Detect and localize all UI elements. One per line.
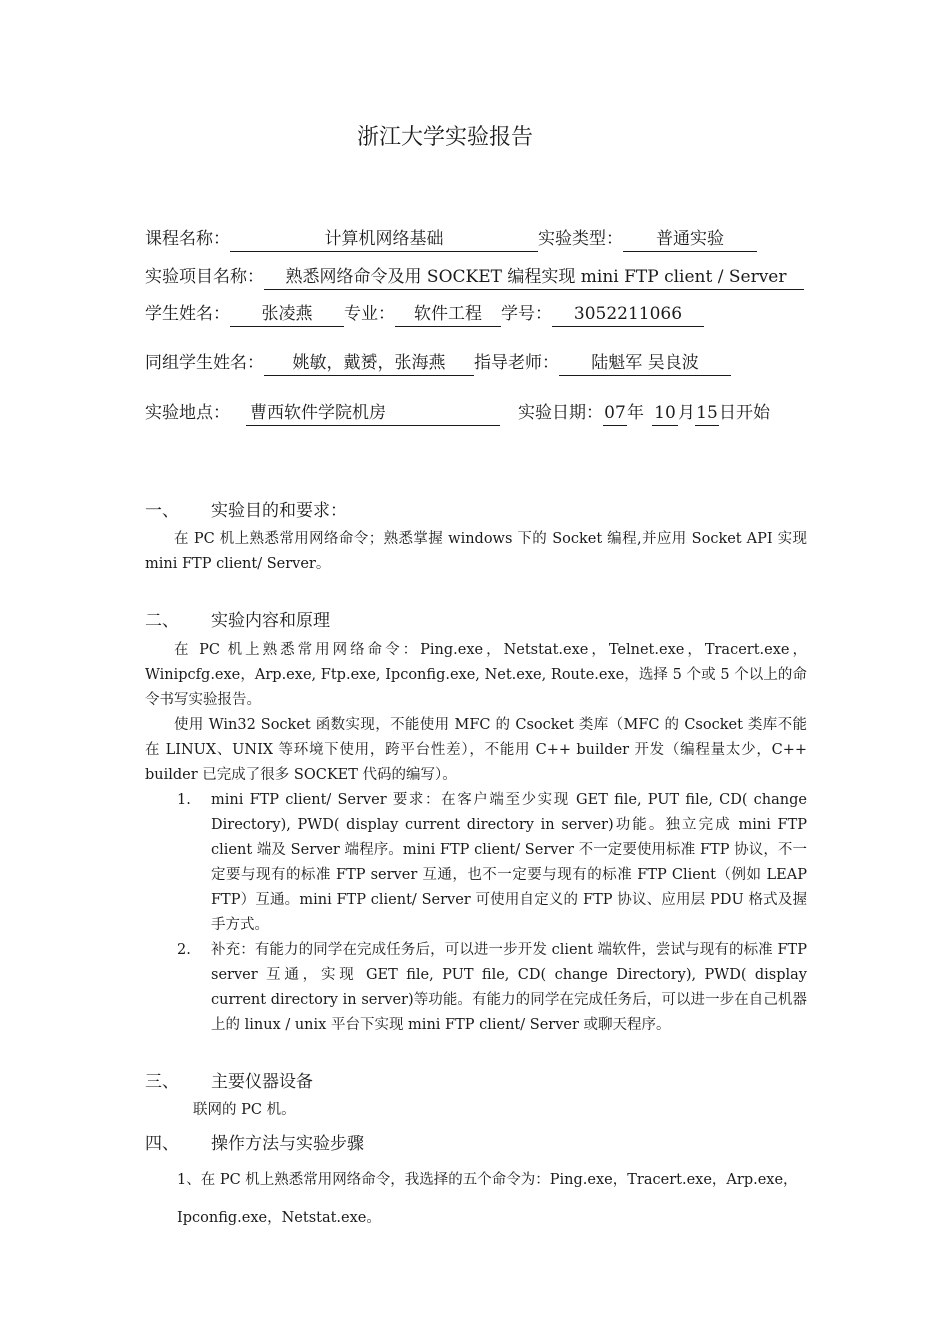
type-label: 实验类型： bbox=[538, 229, 623, 249]
teacher-names: 陆魁军 吴良波 bbox=[559, 351, 731, 376]
list-item-marker: 1. bbox=[177, 792, 191, 808]
location-label: 实验地点： bbox=[145, 403, 230, 423]
date-year-unit: 年 bbox=[627, 403, 644, 423]
type-value: 普通实验 bbox=[623, 227, 757, 252]
list-item-marker: 2. bbox=[177, 942, 191, 958]
student-name: 张凌燕 bbox=[230, 302, 344, 327]
date-label: 实验日期： bbox=[518, 403, 603, 423]
list-item-text: mini FTP client/ Server 要求：在客户端至少实现 GET file, PUT file, CD( change Directory), PWD( display current directory in server)功能。独立完成 mini FTP client 端及 Server 端程序。mini FTP client/ Server 不一定要使用标准 FTP 协议，不一定要与现有的标准 FTP server 互通，也不一定要与现有的标准 FTP Client（例如 LEAP FTP）互通。mini FTP client/ Server 可使用自定义的 FTP 协议、应用层 PDU 格式及握手方式。 bbox=[211, 792, 807, 933]
section-3-number: 三、 bbox=[145, 1072, 179, 1092]
group-label: 同组学生姓名： bbox=[145, 353, 264, 373]
section-1-number: 一、 bbox=[145, 501, 179, 521]
section-4-title: 操作方法与实验步骤 bbox=[211, 1134, 364, 1154]
section-2-title: 实验内容和原理 bbox=[211, 611, 330, 631]
date-month-unit: 月 bbox=[678, 403, 695, 423]
section-4-line-1: 1、在 PC 机上熟悉常用网络命令，我选择的五个命令为：Ping.exe，Tracert.exe，Arp.exe， bbox=[177, 1172, 798, 1188]
section-3-text: 联网的 PC 机。 bbox=[193, 1102, 296, 1118]
section-1-text: 在 PC 机上熟悉常用网络命令；熟悉掌握 windows 下的 Socket 编程,并应用 Socket API 实现 mini FTP client/ Server。 bbox=[145, 531, 807, 572]
date-day: 15 bbox=[695, 401, 719, 426]
section-3-title: 主要仪器设备 bbox=[211, 1072, 313, 1092]
list-item-text: 补充：有能力的同学在完成任务后，可以进一步开发 client 端软件，尝试与现有的标准 FTP server 互通，实现 GET file, PUT file, CD( change Directory), PWD( display current directory in server)等功能。有能力的同学在完成任务后，可以进一步在自己机器上的 linux / unix 平台下实现 mini FTP client/ Server 或聊天程序。 bbox=[211, 942, 808, 1033]
list-item bbox=[145, 938, 807, 1038]
section-3-heading bbox=[145, 1067, 313, 1092]
section-4-heading bbox=[145, 1129, 364, 1154]
section-1-heading bbox=[145, 496, 347, 521]
major-label: 专业： bbox=[344, 304, 395, 324]
date-year: 07 bbox=[603, 401, 627, 426]
group-row bbox=[145, 350, 731, 376]
list-item bbox=[145, 788, 807, 938]
date-day-unit: 日开始 bbox=[719, 403, 770, 423]
teacher-label: 指导老师： bbox=[474, 353, 559, 373]
section-2-number: 二、 bbox=[145, 611, 179, 631]
project-label: 实验项目名称： bbox=[145, 267, 264, 287]
location-row bbox=[145, 400, 770, 426]
course-row bbox=[145, 226, 757, 252]
section-2-paragraph-1: 在 PC 机上熟悉常用网络命令：Ping.exe，Netstat.exe，Telnet.exe，Tracert.exe，Winipcfg.exe，Arp.exe, Ftp.exe, Ipconfig.exe, Net.exe, Route.exe，选择 5 个或 5 个以上的命令书写实验报告。 bbox=[145, 642, 807, 708]
student-id-value: 3052211066 bbox=[552, 302, 704, 327]
course-label: 课程名称： bbox=[145, 229, 230, 249]
student-row bbox=[145, 301, 704, 327]
group-members: 姚敏，戴赟，张海燕 bbox=[264, 351, 474, 376]
date-month: 10 bbox=[652, 401, 678, 426]
student-id-label: 学号： bbox=[501, 304, 552, 324]
location-value: 曹西软件学院机房 bbox=[246, 401, 500, 426]
section-1-title: 实验目的和要求： bbox=[211, 501, 347, 521]
section-4-line-2: Ipconfig.exe，Netstat.exe。 bbox=[177, 1210, 381, 1226]
major-value: 软件工程 bbox=[395, 302, 501, 327]
course-value: 计算机网络基础 bbox=[230, 227, 538, 252]
section-2-paragraph-2: 使用 Win32 Socket 函数实现，不能使用 MFC 的 Csocket 类库（MFC 的 Csocket 类库不能在 LINUX、UNIX 等环境下使用，跨平台性差），不能用 C++ builder 开发（编程量太少，C++ builder 已完成了很多 SOCKET 代码的编写）。 bbox=[145, 717, 807, 783]
project-row bbox=[145, 264, 804, 290]
section-2-list bbox=[145, 788, 807, 1038]
student-label: 学生姓名： bbox=[145, 304, 230, 324]
section-4-number: 四、 bbox=[145, 1134, 179, 1154]
section-2-heading bbox=[145, 606, 330, 631]
report-title: 浙江大学实验报告 bbox=[356, 125, 533, 150]
project-value: 熟悉网络命令及用 SOCKET 编程实现 mini FTP client / Server bbox=[264, 265, 804, 290]
